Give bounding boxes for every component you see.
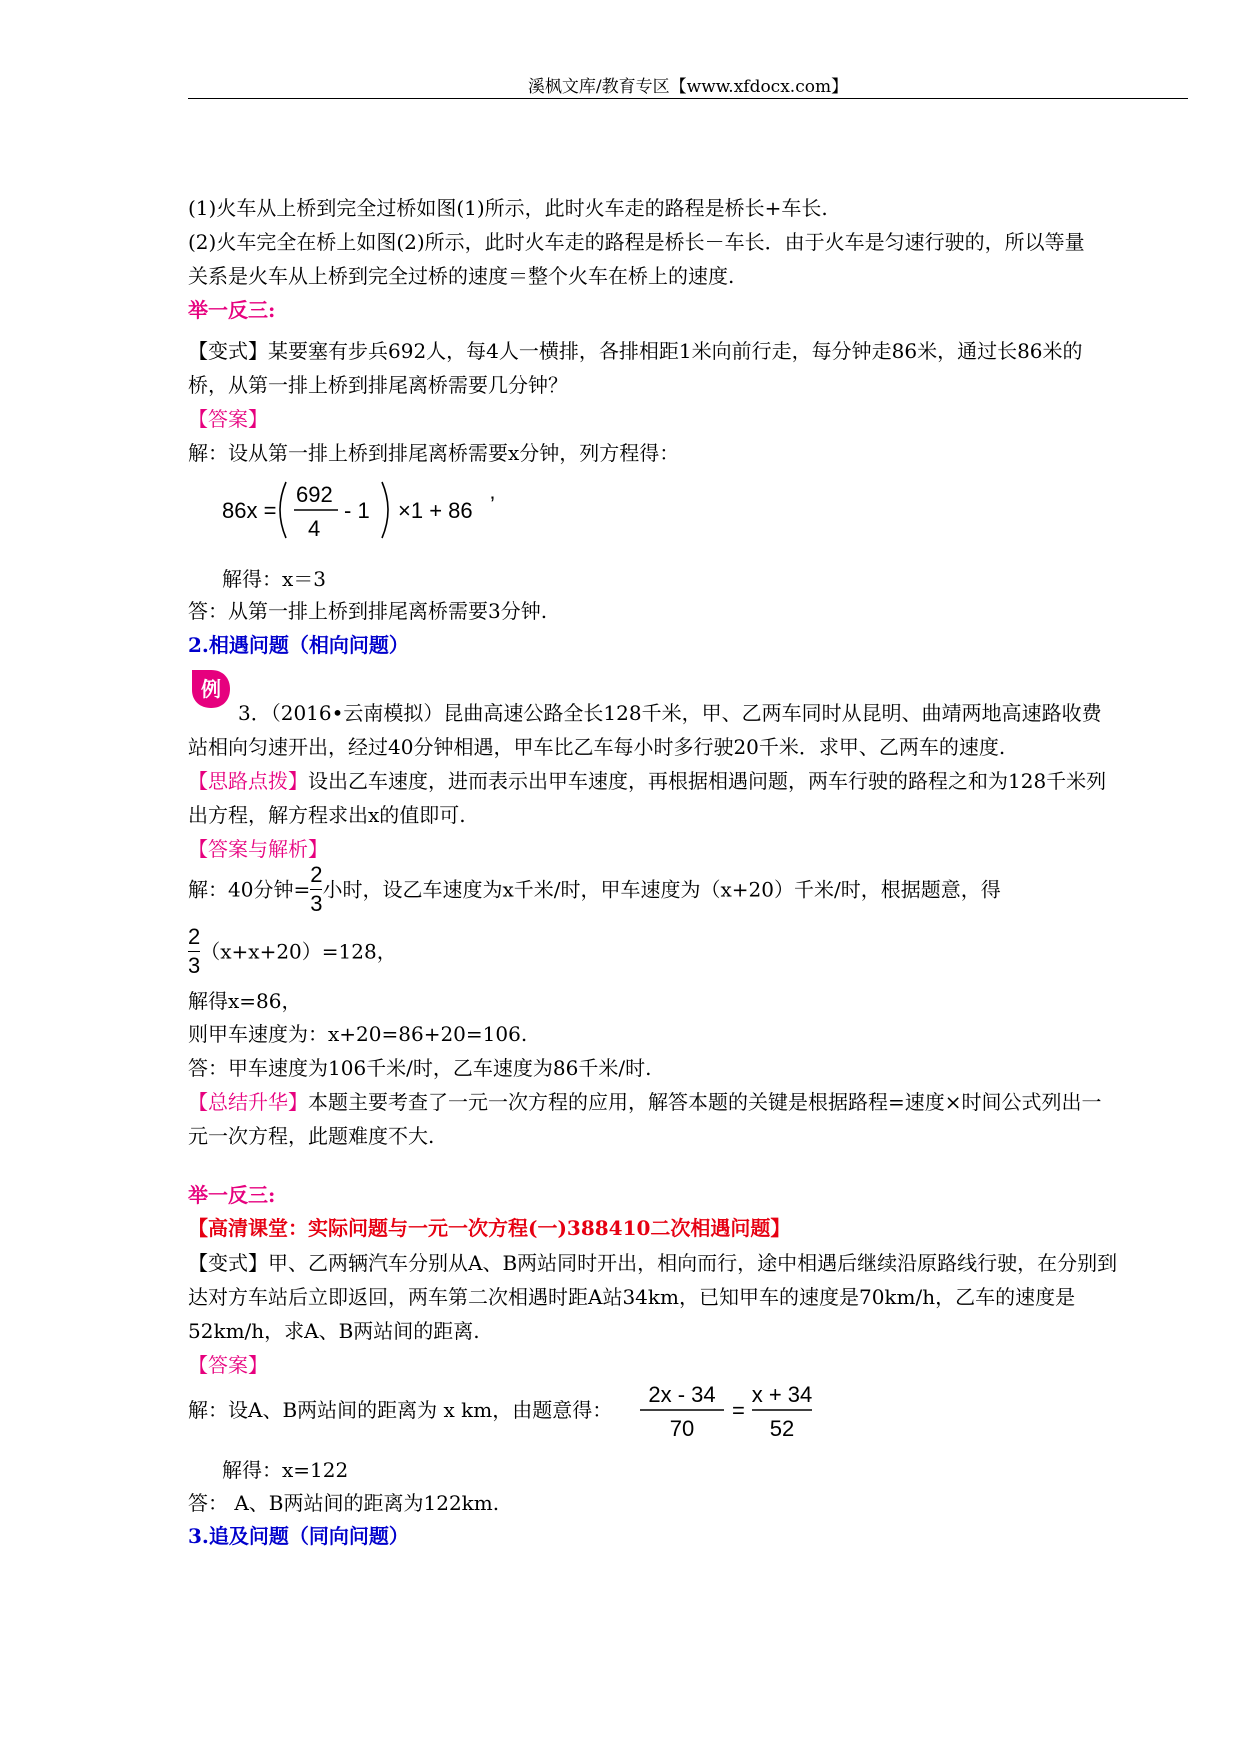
variant1-line2: 桥，从第一排上桥到排尾离桥需要几分钟？ [188,373,568,397]
variant2-answer-label: 【答案】 [188,1353,268,1377]
eq1-lhs: 86x = [222,498,277,523]
page-header: 溪枫文库/教育专区【www.xfdocx.com】 [527,77,849,97]
equation-2-svg [640,1378,820,1442]
sol-part-b: 小时，设乙车速度为x千米/时，甲车速度为（x+20）千米/时，根据题意，得 [322,877,1001,902]
equation-2 [640,1378,820,1446]
fraction-2-3: $\frac{2}{3}$ [310,862,323,916]
fraction-2-3-eq: $\frac{2}{3}$ [188,924,201,978]
hint-line2: 出方程，解方程求出x的值即可. [188,803,466,827]
left-paren [280,482,286,538]
variant1-solve: 解得：x＝3 [222,567,327,591]
hint-line1 [188,768,1106,794]
variant2-line3: 52km/h，求A、B两站间的距离. [188,1319,480,1343]
example3-final: 答：甲车速度为106千米/时，乙车速度为86千米/时. [188,1056,652,1080]
hint-text-1: 设出乙车速度，进而表示出甲车速度，再根据相遇问题，两车行驶的路程之和为128千米列 [308,769,1107,793]
example3-line1: 3．（2016•云南模拟）昆曲高速公路全长128千米，甲、乙两车同时从昆明、曲靖两地高速路收费 [238,701,1102,725]
eq1-rhs: ×1 + 86 [398,498,473,523]
para1-line2: (2)火车完全在桥上如图(2)所示，此时火车走的路程是桥长－车长．由于火车是匀速行驶的，所以等量 [188,230,1085,254]
variant2-line1: 【变式】甲、乙两辆汽车分别从A、B两站同时开出，相向而行，途中相遇后继续沿原路线行驶，在分别到 [188,1251,1118,1275]
eq1-den: 4 [308,516,321,541]
variant1-answer-label: 【答案】 [188,407,268,431]
summary-label: 【总结升华】 [188,1090,308,1114]
juyi-heading-1: 举一反三: [188,298,276,322]
summary-line2: 元一次方程，此题难度不大. [188,1124,435,1148]
variant2-line2: 达对方车站后立即返回，两车第二次相遇时距A站34km，已知甲车的速度是70km/h，乙车的速度是 [188,1285,1076,1309]
example3-solution-line [188,862,1001,917]
eq-tail: （x+x+20）=128， [200,939,397,964]
juyi-heading-2: 举一反三: [188,1183,276,1207]
answer-analysis-label: 【答案与解析】 [188,837,328,861]
equation-1-svg [222,478,522,542]
video-lesson-title: 【高清课堂：实际问题与一元一次方程(一)388410二次相遇问题】 [188,1216,791,1240]
eq1-minus: - 1 [344,498,370,523]
variant2-solution: 解：设A、B两站间的距离为 x km，由题意得： [188,1398,613,1422]
para1-line3: 关系是火车从上桥到完全过桥的速度＝整个火车在桥上的速度. [188,264,735,288]
variant1-line1: 【变式】某要塞有步兵692人，每4人一横排，各排相距1米向前行走，每分钟走86米，通过长86米的 [188,339,1083,363]
example3-then: 则甲车速度为：x+20=86+20=106. [188,1022,528,1046]
variant1-final: 答：从第一排上桥到排尾离桥需要3分钟. [188,599,548,623]
variant2-final: 答： A、B两站间的距离为122km. [188,1491,500,1515]
eq2-left-den: 70 [669,1416,695,1441]
eq1-num: 692 [296,482,333,507]
example3-equation-line [188,924,397,979]
eq2-right-den: 52 [769,1416,795,1441]
summary-line1 [188,1089,1102,1115]
example3-solve: 解得x=86， [188,989,302,1013]
variant1-solution: 解：设从第一排上桥到排尾离桥需要x分钟，列方程得： [188,441,680,465]
hint-label: 【思路点拨】 [188,769,308,793]
eq2-left-num: 2x - 34 [648,1382,716,1407]
right-paren [382,482,388,538]
eq1-tail: ’ [490,492,495,517]
summary-text-1: 本题主要考查了一元一次方程的应用，解答本题的关键是根据路程=速度×时间公式列出一 [308,1090,1102,1114]
example-badge [190,668,232,710]
equation-1 [222,478,522,542]
sol-part-a: 解：40分钟= [188,877,311,902]
badge-text: 例 [201,677,221,701]
example3-line2: 站相向匀速开出，经过40分钟相遇，甲车比乙车每小时多行驶20千米．求甲、乙两车的速度. [188,735,1006,759]
section-2-heading: 2.相遇问题（相向问题） [188,633,409,657]
para1-line1: (1)火车从上桥到完全过桥如图(1)所示，此时火车走的路程是桥长+车长. [188,196,828,220]
eq2-right-num: x + 34 [751,1382,813,1407]
example-badge-icon [190,668,232,710]
variant2-solve: 解得：x=122 [222,1458,349,1482]
section-3-heading: 3.追及问题（同向问题） [188,1524,409,1548]
eq2-equals: = [732,1398,745,1423]
header-rule [188,98,1188,99]
